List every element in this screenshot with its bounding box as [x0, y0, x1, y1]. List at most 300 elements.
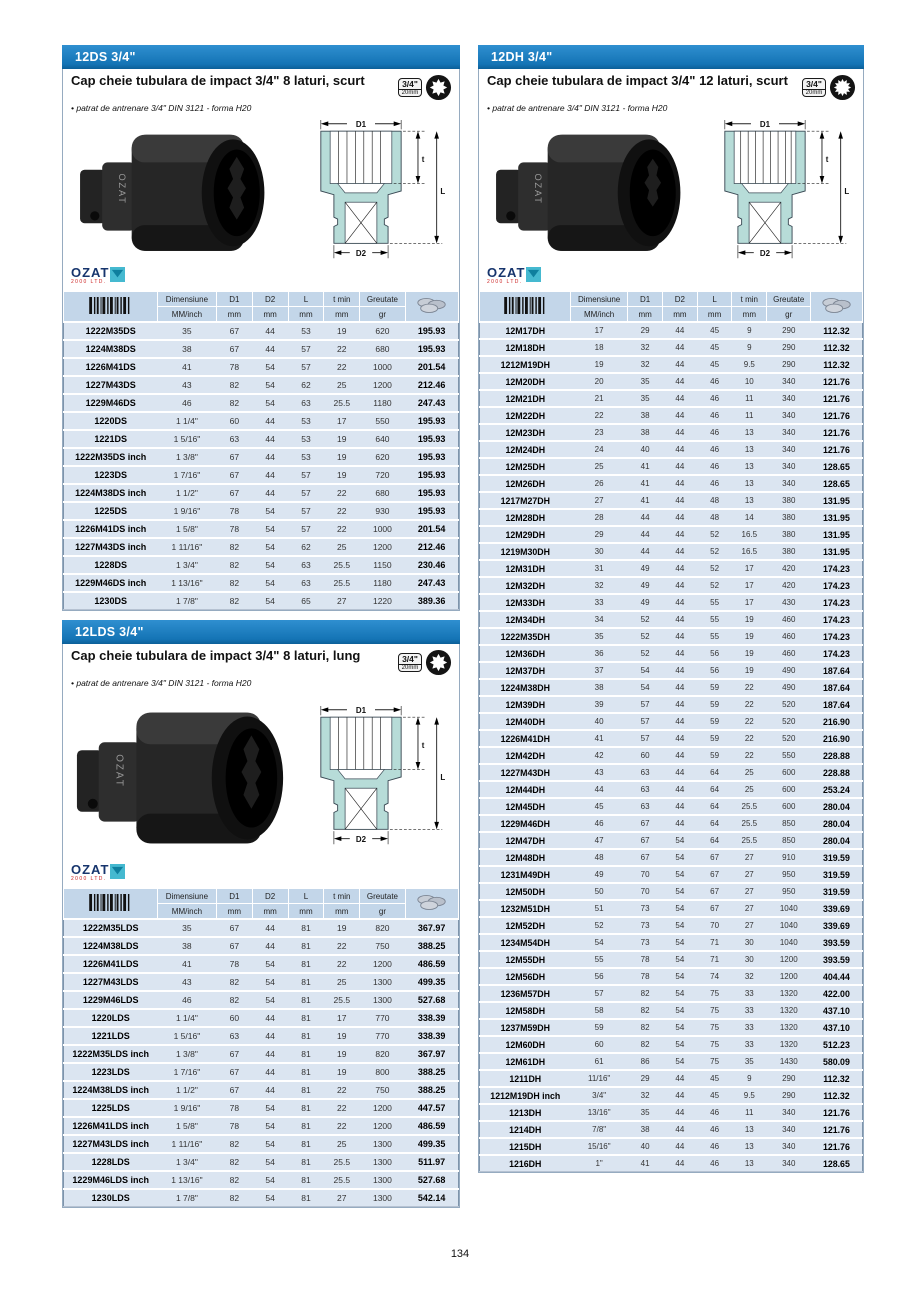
cell-d1: 52 — [628, 645, 663, 662]
cell-dimensiune: 1 3/4" — [157, 1153, 216, 1171]
cell-code: 1222M35DS — [64, 322, 158, 340]
cell-dimensiune: 58 — [571, 1002, 628, 1019]
cell-price: 112.32 — [811, 356, 863, 373]
cell-price: 195.93 — [405, 430, 458, 448]
cell-price: 247.43 — [405, 574, 458, 592]
cell-d2: 44 — [662, 1138, 697, 1155]
product-subtitle: • patrat de antrenare 3/4" DIN 3121 - forma H20 — [487, 103, 668, 113]
cell-dimensiune: 36 — [571, 645, 628, 662]
cell-l: 57 — [288, 466, 324, 484]
section-header-bar — [62, 45, 460, 69]
table-row — [480, 968, 863, 985]
cell-d1: 82 — [216, 574, 252, 592]
cell-code: 1227M43DH — [480, 764, 571, 781]
cell-dimensiune: 29 — [571, 526, 628, 543]
cell-d1: 52 — [628, 611, 663, 628]
cell-tmin: 19 — [324, 1063, 360, 1081]
cell-code: 12M37DH — [480, 662, 571, 679]
cell-tmin: 19 — [324, 1045, 360, 1063]
cell-d2: 54 — [252, 574, 288, 592]
cell-l: 74 — [697, 968, 732, 985]
cell-tmin: 19 — [732, 645, 767, 662]
table-row — [480, 815, 863, 832]
photo-brand-text: OZAT — [116, 173, 127, 205]
cell-code: 1226M41LDS inch — [64, 1117, 158, 1135]
cell-d1: 78 — [216, 955, 252, 973]
cell-code: 1212M19DH — [480, 356, 571, 373]
cell-dimensiune: 1 7/8" — [157, 1189, 216, 1207]
cell-d1: 32 — [628, 356, 663, 373]
section-12dh — [478, 45, 864, 1173]
cell-weight: 1000 — [360, 520, 406, 538]
cell-d1: 67 — [628, 815, 663, 832]
cell-d1: 67 — [216, 466, 252, 484]
cell-price: 121.76 — [811, 373, 863, 390]
section-header-label: 12DH 3/4" — [491, 50, 553, 64]
cell-d2: 44 — [252, 1009, 288, 1027]
col-header-d2: D2 — [252, 292, 288, 307]
cell-weight: 340 — [767, 1155, 811, 1172]
cell-d1: 78 — [216, 520, 252, 538]
drive-badges — [398, 74, 452, 101]
cell-code: 12M45DH — [480, 798, 571, 815]
cell-code: 1227M43LDS inch — [64, 1135, 158, 1153]
socket-profile-12-icon — [829, 74, 856, 101]
cell-d2: 54 — [662, 985, 697, 1002]
cell-tmin: 9.5 — [732, 356, 767, 373]
cell-tmin: 25.5 — [732, 832, 767, 849]
cell-price: 112.32 — [811, 1070, 863, 1087]
cell-tmin: 17 — [732, 560, 767, 577]
cell-weight: 930 — [360, 502, 406, 520]
cell-tmin: 25.5 — [324, 394, 360, 412]
cell-code: 1211DH — [480, 1070, 571, 1087]
cell-dimensiune: 49 — [571, 866, 628, 883]
cell-weight: 1300 — [360, 1135, 406, 1153]
cell-dimensiune: 24 — [571, 441, 628, 458]
cell-l: 64 — [697, 798, 732, 815]
cell-d2: 44 — [252, 448, 288, 466]
cell-d2: 54 — [662, 883, 697, 900]
cell-code: 1230LDS — [64, 1189, 158, 1207]
cell-weight: 290 — [767, 322, 811, 339]
cell-d2: 54 — [252, 376, 288, 394]
cell-weight: 1300 — [360, 1153, 406, 1171]
cell-tmin: 11 — [732, 1104, 767, 1121]
cell-l: 71 — [697, 951, 732, 968]
cell-price: 338.39 — [405, 1027, 458, 1045]
cell-d1: 63 — [216, 1027, 252, 1045]
cell-dimensiune: 35 — [157, 322, 216, 340]
cell-tmin: 25 — [732, 764, 767, 781]
cell-d1: 78 — [628, 968, 663, 985]
cell-dimensiune: 1 1/4" — [157, 412, 216, 430]
ozat-logo-mark-icon — [110, 864, 125, 879]
cell-l: 52 — [697, 560, 732, 577]
cell-tmin: 22 — [324, 1099, 360, 1117]
cell-d1: 35 — [628, 390, 663, 407]
table-row — [64, 955, 459, 973]
cell-tmin: 17 — [732, 594, 767, 611]
cell-weight: 460 — [767, 628, 811, 645]
table-row — [480, 407, 863, 424]
cell-weight: 340 — [767, 373, 811, 390]
cell-l: 63 — [288, 574, 324, 592]
cell-code: 1227M43LDS — [64, 973, 158, 991]
cell-d2: 44 — [662, 628, 697, 645]
cell-d1: 38 — [628, 1121, 663, 1138]
cell-dimensiune: 3/4" — [571, 1087, 628, 1104]
cell-l: 81 — [288, 1027, 324, 1045]
cell-d1: 78 — [628, 951, 663, 968]
cell-dimensiune: 18 — [571, 339, 628, 356]
cell-l: 45 — [697, 322, 732, 339]
cell-dimensiune: 1 7/16" — [157, 1063, 216, 1081]
cell-dimensiune: 1 11/16" — [157, 1135, 216, 1153]
cell-d2: 54 — [252, 520, 288, 538]
cell-dimensiune: 15/16" — [571, 1138, 628, 1155]
cell-l: 46 — [697, 458, 732, 475]
cell-price: 212.46 — [405, 538, 458, 556]
cell-tmin: 22 — [732, 713, 767, 730]
coins-icon — [405, 292, 458, 323]
cell-d1: 44 — [628, 509, 663, 526]
cell-price: 280.04 — [811, 815, 863, 832]
cell-price: 230.46 — [405, 556, 458, 574]
cell-price: 527.68 — [405, 1171, 458, 1189]
cell-dimensiune: 27 — [571, 492, 628, 509]
cell-code: 1229M46DS — [64, 394, 158, 412]
cell-price: 174.23 — [811, 645, 863, 662]
cell-code: 1214DH — [480, 1121, 571, 1138]
table-row — [64, 1153, 459, 1171]
cell-d1: 49 — [628, 560, 663, 577]
cell-weight: 1040 — [767, 917, 811, 934]
cell-l: 46 — [697, 407, 732, 424]
cell-d2: 44 — [662, 543, 697, 560]
cell-l: 70 — [697, 917, 732, 934]
cell-code: 12M25DH — [480, 458, 571, 475]
col-subheader-mm: mm — [288, 904, 324, 920]
cell-code: 1222M35DS inch — [64, 448, 158, 466]
cell-dimensiune: 28 — [571, 509, 628, 526]
cell-tmin: 32 — [732, 968, 767, 985]
cell-tmin: 13 — [732, 424, 767, 441]
dim-l-label: L — [844, 186, 850, 196]
cell-dimensiune: 55 — [571, 951, 628, 968]
cell-d2: 54 — [662, 934, 697, 951]
cell-l: 64 — [697, 764, 732, 781]
cell-d2: 44 — [662, 1155, 697, 1172]
cell-tmin: 35 — [732, 1053, 767, 1070]
table-row — [480, 339, 863, 356]
table-row — [480, 373, 863, 390]
cell-code: 12M40DH — [480, 713, 571, 730]
cell-weight: 1300 — [360, 991, 406, 1009]
cell-dimensiune: 45 — [571, 798, 628, 815]
cell-d1: 78 — [216, 1117, 252, 1135]
cell-price: 187.64 — [811, 696, 863, 713]
cell-weight: 1200 — [360, 955, 406, 973]
cell-l: 45 — [697, 356, 732, 373]
drive-mm-label: 20mm — [401, 665, 419, 671]
cell-code: 12M33DH — [480, 594, 571, 611]
cell-d1: 78 — [216, 1099, 252, 1117]
cell-price: 195.93 — [405, 412, 458, 430]
cell-weight: 600 — [767, 798, 811, 815]
section-header-label: 12LDS 3/4" — [75, 625, 144, 639]
cell-tmin: 14 — [732, 509, 767, 526]
cell-price: 121.76 — [811, 1138, 863, 1155]
cell-d2: 44 — [662, 662, 697, 679]
cell-d1: 60 — [216, 1009, 252, 1027]
drive-badges — [802, 74, 856, 101]
cell-code: 1227M43DS inch — [64, 538, 158, 556]
product-photo — [485, 121, 697, 261]
col-header-greutate: Greutate — [767, 292, 811, 307]
cell-d2: 44 — [662, 492, 697, 509]
table-row — [480, 458, 863, 475]
table-row — [480, 1019, 863, 1036]
table-row — [480, 1121, 863, 1138]
table-row — [480, 390, 863, 407]
cell-dimensiune: 47 — [571, 832, 628, 849]
cell-tmin: 30 — [732, 934, 767, 951]
cell-code: 12M61DH — [480, 1053, 571, 1070]
drive-badges — [398, 649, 452, 676]
cell-price: 195.93 — [405, 484, 458, 502]
cell-weight: 290 — [767, 1087, 811, 1104]
cell-d2: 44 — [662, 696, 697, 713]
cell-price: 131.95 — [811, 509, 863, 526]
cell-code: 1226M41LDS — [64, 955, 158, 973]
cell-d1: 82 — [628, 1002, 663, 1019]
ozat-logo — [63, 266, 459, 291]
cell-l: 71 — [697, 934, 732, 951]
cell-tmin: 33 — [732, 1002, 767, 1019]
cell-code: 1220LDS — [64, 1009, 158, 1027]
cell-dimensiune: 40 — [571, 713, 628, 730]
cell-d1: 82 — [628, 1036, 663, 1053]
cell-dimensiune: 1" — [571, 1155, 628, 1172]
col-header-tmin: t min — [324, 889, 360, 904]
cell-price: 128.65 — [811, 1155, 863, 1172]
col-header-d1: D1 — [628, 292, 663, 307]
cell-weight: 460 — [767, 611, 811, 628]
cell-code: 1215DH — [480, 1138, 571, 1155]
cell-tmin: 19 — [732, 611, 767, 628]
cell-l: 81 — [288, 973, 324, 991]
cell-d1: 54 — [628, 662, 663, 679]
cell-tmin: 13 — [732, 1121, 767, 1138]
cell-d2: 54 — [662, 1053, 697, 1070]
cell-l: 81 — [288, 919, 324, 937]
cell-code: 1222M35DH — [480, 628, 571, 645]
cell-l: 64 — [697, 832, 732, 849]
cell-d1: 29 — [628, 1070, 663, 1087]
table-row — [64, 1135, 459, 1153]
cell-price: 121.76 — [811, 1104, 863, 1121]
table-row — [64, 919, 459, 937]
cell-tmin: 22 — [732, 730, 767, 747]
cell-tmin: 22 — [324, 1117, 360, 1135]
product-subtitle: • patrat de antrenare 3/4" DIN 3121 - forma H20 — [71, 678, 252, 688]
cell-weight: 490 — [767, 679, 811, 696]
cell-price: 201.54 — [405, 520, 458, 538]
product-title: Cap cheie tubulara de impact 3/4" 12 laturi, scurt — [487, 73, 788, 88]
col-header-tmin: t min — [324, 292, 360, 307]
cell-d1: 63 — [628, 798, 663, 815]
cell-l: 57 — [288, 340, 324, 358]
cell-tmin: 16.5 — [732, 526, 767, 543]
cell-d2: 54 — [252, 973, 288, 991]
cell-weight: 1200 — [767, 968, 811, 985]
cell-l: 57 — [288, 484, 324, 502]
cell-d1: 44 — [628, 543, 663, 560]
cell-weight: 820 — [360, 919, 406, 937]
cell-dimensiune: 1 3/8" — [157, 448, 216, 466]
section-12ds — [62, 45, 460, 611]
cell-d2: 44 — [662, 339, 697, 356]
cell-price: 128.65 — [811, 458, 863, 475]
col-header-l: L — [288, 292, 324, 307]
table-row — [480, 577, 863, 594]
cell-dimensiune: 23 — [571, 424, 628, 441]
photo-brand-text: OZAT — [532, 173, 543, 205]
cell-code: 1229M46DS inch — [64, 574, 158, 592]
cell-weight: 1180 — [360, 394, 406, 412]
ozat-logo-text: OZAT — [487, 265, 526, 280]
cell-d2: 44 — [662, 458, 697, 475]
cell-d2: 44 — [662, 594, 697, 611]
table-row — [64, 1027, 459, 1045]
table-row — [64, 937, 459, 955]
col-subheader-mminch: MM/inch — [157, 904, 216, 920]
dim-d2-label: D2 — [355, 834, 367, 844]
table-row — [480, 883, 863, 900]
cell-d1: 41 — [628, 1155, 663, 1172]
cell-d2: 44 — [252, 412, 288, 430]
table-row — [64, 1045, 459, 1063]
cell-dimensiune: 1 5/8" — [157, 520, 216, 538]
table-row — [64, 574, 459, 592]
cell-price: 131.95 — [811, 526, 863, 543]
cell-tmin: 19 — [324, 466, 360, 484]
cell-d1: 54 — [628, 679, 663, 696]
cell-d1: 57 — [628, 730, 663, 747]
col-subheader-mm: mm — [252, 904, 288, 920]
cell-code: 1229M46DH — [480, 815, 571, 832]
cell-weight: 340 — [767, 1104, 811, 1121]
cell-code: 12M21DH — [480, 390, 571, 407]
cell-d1: 82 — [216, 376, 252, 394]
cell-l: 55 — [697, 628, 732, 645]
cell-code: 1227M43DS — [64, 376, 158, 394]
cell-d2: 44 — [662, 1070, 697, 1087]
cell-d1: 73 — [628, 917, 663, 934]
cell-code: 1234M54DH — [480, 934, 571, 951]
cell-tmin: 33 — [732, 985, 767, 1002]
cell-l: 53 — [288, 430, 324, 448]
cell-price: 447.57 — [405, 1099, 458, 1117]
table-row — [480, 1053, 863, 1070]
cell-tmin: 13 — [732, 475, 767, 492]
section-header-bar — [62, 620, 460, 644]
dim-t-label: t — [421, 155, 425, 165]
cell-code: 12M29DH — [480, 526, 571, 543]
col-subheader-gr: gr — [360, 307, 406, 323]
table-row — [480, 356, 863, 373]
cell-d1: 67 — [216, 484, 252, 502]
cell-l: 56 — [697, 645, 732, 662]
cell-l: 81 — [288, 991, 324, 1009]
table-row — [64, 430, 459, 448]
cell-weight: 290 — [767, 356, 811, 373]
table-row — [480, 1002, 863, 1019]
barcode-icon — [64, 889, 158, 920]
cell-d2: 54 — [662, 900, 697, 917]
cell-tmin: 33 — [732, 1019, 767, 1036]
cell-d2: 44 — [662, 407, 697, 424]
cell-d1: 38 — [628, 424, 663, 441]
cell-l: 45 — [697, 1087, 732, 1104]
table-row — [64, 991, 459, 1009]
table-row — [480, 781, 863, 798]
cell-code: 1219M30DH — [480, 543, 571, 560]
cell-price: 128.65 — [811, 475, 863, 492]
cell-tmin: 13 — [732, 441, 767, 458]
product-photo — [69, 121, 281, 261]
cell-d1: 82 — [216, 991, 252, 1009]
cell-tmin: 22 — [324, 1081, 360, 1099]
cell-d1: 41 — [628, 458, 663, 475]
coins-icon — [405, 889, 458, 920]
cell-weight: 420 — [767, 560, 811, 577]
cell-price: 174.23 — [811, 628, 863, 645]
cell-l: 52 — [697, 577, 732, 594]
col-subheader-mm: mm — [628, 307, 663, 323]
cell-weight: 640 — [360, 430, 406, 448]
table-row — [480, 934, 863, 951]
cell-l: 46 — [697, 1138, 732, 1155]
drive-mm-label: 20mm — [805, 90, 823, 96]
cell-d1: 32 — [628, 339, 663, 356]
cell-weight: 520 — [767, 730, 811, 747]
cell-l: 46 — [697, 373, 732, 390]
cell-d2: 44 — [252, 1045, 288, 1063]
cell-price: 187.64 — [811, 679, 863, 696]
cell-d2: 44 — [662, 356, 697, 373]
cell-price: 542.14 — [405, 1189, 458, 1207]
cell-l: 81 — [288, 1189, 324, 1207]
cell-weight: 1000 — [360, 358, 406, 376]
table-row — [480, 662, 863, 679]
cell-price: 131.95 — [811, 492, 863, 509]
cell-dimensiune: 13/16" — [571, 1104, 628, 1121]
product-subtitle: • patrat de antrenare 3/4" DIN 3121 - forma H20 — [71, 103, 252, 113]
table-row — [480, 985, 863, 1002]
cell-d1: 78 — [216, 502, 252, 520]
cell-dimensiune: 1 1/2" — [157, 1081, 216, 1099]
cell-d2: 44 — [662, 764, 697, 781]
cell-weight: 850 — [767, 815, 811, 832]
cell-l: 62 — [288, 376, 324, 394]
cell-price: 437.10 — [811, 1002, 863, 1019]
cell-d2: 44 — [662, 679, 697, 696]
cell-d2: 44 — [662, 509, 697, 526]
cell-weight: 340 — [767, 475, 811, 492]
col-header-dimensiune: Dimensiune — [157, 292, 216, 307]
